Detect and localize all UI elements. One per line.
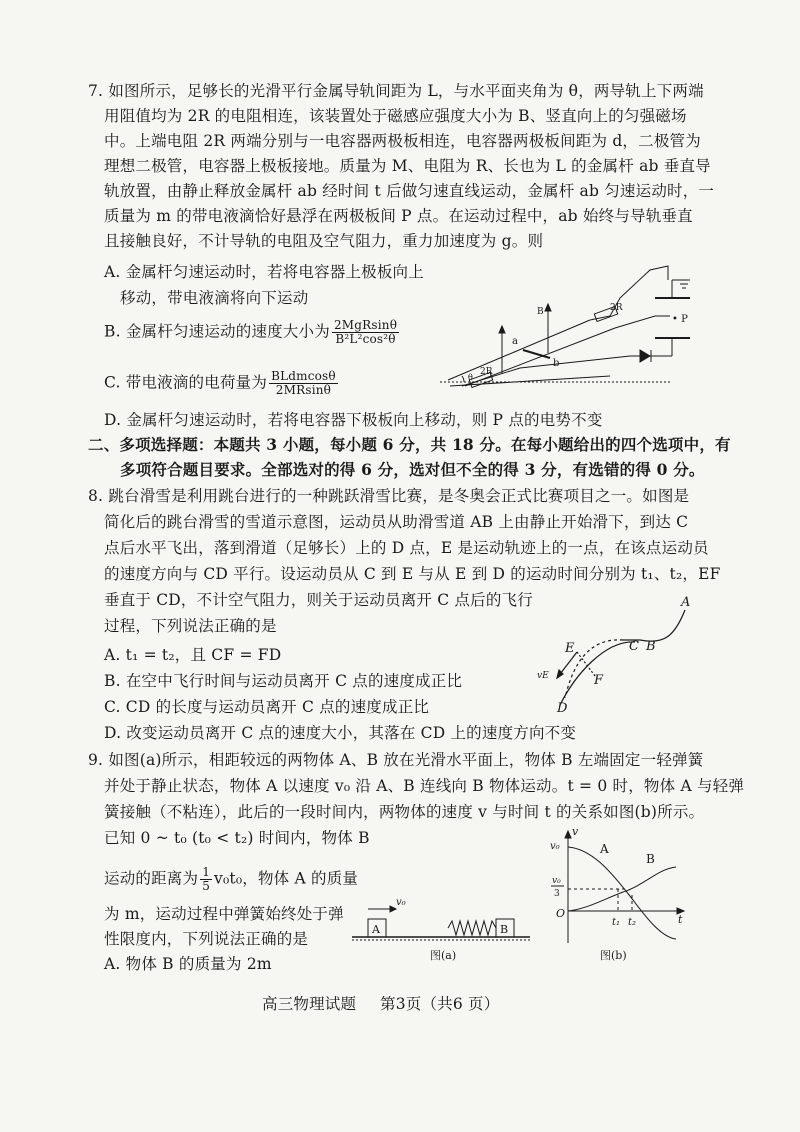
q7-option-c-text: C. 带电液滴的电荷量为 bbox=[104, 373, 268, 392]
spring bbox=[448, 921, 496, 935]
q9-distance-prefix: 运动的距离为 bbox=[104, 869, 199, 888]
q7-option-c-denominator: 2MRsinθ bbox=[275, 383, 332, 397]
q8-line-5: 垂直于 CD，不计空气阻力，则关于运动员离开 C 点后的飞行 bbox=[104, 591, 533, 609]
section2-line-1: 二、多项选择题：本题共 3 小题，每小题 6 分，共 18 分。在每小题给出的四个选项中，有 bbox=[88, 435, 731, 454]
q7-line-4: 理想二极管，电容器上极板接地。质量为 M、电阻为 R、长也为 L 的金属杆 ab 垂直导 bbox=[104, 157, 711, 175]
theta-arc bbox=[462, 376, 464, 382]
q8-line-6: 过程，下列说法正确的是 bbox=[104, 617, 277, 635]
q7-line-5: 轨放置，由静止释放金属杆 ab 经时间 t 后做匀速直线运动，金属杆 ab 匀速运动时，一 bbox=[104, 182, 715, 200]
q7-option-c-fraction bbox=[269, 370, 338, 397]
q7-option-a-1: A. 金属杆匀速运动时，若将电容器上极板向上 bbox=[104, 263, 424, 281]
field-arrowhead-1 bbox=[499, 326, 505, 333]
q7-line-2: 用阻值均为 2R 的电阻相连，该装置处于磁感应强度大小为 B、竖直向上的匀强磁场 bbox=[104, 107, 687, 125]
block-A-label: A bbox=[372, 923, 380, 936]
label-B: B bbox=[537, 307, 544, 317]
q9-line-5 bbox=[104, 866, 358, 893]
tick-v0-3-den: 3 bbox=[554, 889, 560, 899]
q7-option-d: D. 金属杆匀速运动时，若将电容器下极板向上移动，则 P 点的电势不变 bbox=[104, 411, 603, 429]
figure-b-caption: 图(b) bbox=[600, 949, 627, 962]
block-B-label: B bbox=[500, 923, 509, 936]
wire-mid bbox=[635, 316, 670, 322]
q7-option-c-numerator: BLdmcosθ bbox=[271, 369, 336, 383]
line-EF bbox=[577, 652, 595, 676]
q8-line-2: 简化后的跳台滑雪的雪道示意图，运动员从助滑雪道 AB 上由静止开始滑下，到达 C bbox=[104, 513, 689, 531]
curve-A bbox=[568, 847, 676, 939]
q9-distance-denominator: 5 bbox=[202, 879, 211, 893]
label-P: • P bbox=[672, 314, 688, 325]
point-E: E bbox=[565, 641, 575, 656]
curve-B-label: B bbox=[646, 852, 655, 866]
q9-distance-suffix: v₀t₀，物体 A 的质量 bbox=[214, 869, 359, 888]
q9-line-6: 为 m，运动过程中弹簧始终处于弹 bbox=[104, 905, 344, 923]
tick-v0-3-num: v₀ bbox=[552, 876, 561, 886]
tick-v0: v₀ bbox=[550, 841, 560, 852]
q8-option-a: A. t₁ = t₂，且 CF = FD bbox=[104, 646, 282, 664]
axis-v-label: v bbox=[572, 825, 579, 838]
section2-line-2: 多项符合题目要求。全部选对的得 6 分，选对但不全的得 3 分，有选错的得 0 分。 bbox=[120, 460, 705, 479]
q7-option-b-numerator: 2MgRsinθ bbox=[333, 318, 398, 332]
label-theta: θ bbox=[468, 373, 473, 382]
curve-A-label: A bbox=[600, 842, 609, 856]
q7-option-b-fraction bbox=[332, 319, 399, 346]
q9-figure-b-chart bbox=[548, 825, 698, 975]
q8-option-b: B. 在空中飞行时间与运动员离开 C 点的速度成正比 bbox=[104, 672, 463, 690]
q8-ski-jump-figure bbox=[535, 590, 700, 715]
rail-lower-left bbox=[448, 320, 590, 380]
tick-t2: t₂ bbox=[628, 917, 637, 928]
tick-t1: t₁ bbox=[612, 917, 621, 928]
q7-option-b-text: B. 金属杆匀速运动的速度大小为 bbox=[104, 322, 330, 341]
label-vE: vE bbox=[537, 671, 549, 681]
axis-v-arrow bbox=[565, 831, 571, 838]
q9-option-a: A. 物体 B 的质量为 2m bbox=[104, 955, 272, 973]
figure-a-caption: 图(a) bbox=[430, 949, 457, 962]
q7-option-b-denominator: B²L²cos²θ bbox=[335, 332, 396, 346]
point-B: B bbox=[646, 639, 656, 654]
label-2R-bottom: 2R bbox=[480, 367, 493, 377]
point-F: F bbox=[594, 673, 604, 688]
q9-line-1: 9. 如图(a)所示，相距较远的两物体 A、B 放在光滑水平面上，物体 B 左端固定一轻弹簧 bbox=[88, 751, 704, 769]
footer-subject: 高三物理试题 bbox=[262, 995, 357, 1013]
q8-option-d: D. 改变运动员离开 C 点的速度大小，其落在 CD 上的速度方向不变 bbox=[104, 724, 577, 742]
q9-distance-fraction bbox=[200, 866, 212, 893]
q8-line-4: 的速度方向与 CD 平行。设运动员从 C 到 E 与从 E 到 D 的运动时间分别为 t₁、t₂，EF bbox=[104, 565, 721, 583]
origin-label: O bbox=[556, 907, 566, 920]
field-arrowhead-2 bbox=[545, 304, 551, 311]
q7-line-7: 且接触良好，不计导轨的电阻及空气阻力，重力加速度为 g。则 bbox=[104, 232, 544, 250]
label-a: a bbox=[512, 336, 518, 347]
point-C: C bbox=[629, 639, 639, 654]
q9-line-2: 并处于静止状态，物体 A 以速度 v₀ 沿 A、B 连线向 B 物体运动。t = 0 时，物体 A 与轻弹 bbox=[104, 777, 745, 795]
base-line bbox=[450, 376, 610, 386]
q7-circuit-figure bbox=[440, 258, 700, 393]
q9-figure-a bbox=[348, 893, 534, 973]
q8-line-1: 8. 跳台滑雪是利用跳台进行的一种跳跃滑雪比赛，是冬奥会正式比赛项目之一。如图是 bbox=[88, 487, 690, 505]
rod-ab bbox=[523, 350, 550, 358]
q7-line-3: 中。上端电阻 2R 两端分别与一电容器两极板相连，电容器两极板间距为 d，二极管为 bbox=[104, 132, 701, 150]
q9-line-7: 性限度内，下列说法正确的是 bbox=[104, 930, 309, 948]
approach-track bbox=[623, 610, 685, 641]
axis-t-label: t bbox=[678, 913, 683, 926]
label-v0: v₀ bbox=[396, 897, 406, 908]
label-b: b bbox=[553, 358, 560, 369]
q7-option-c bbox=[104, 370, 340, 397]
point-D: D bbox=[557, 701, 568, 715]
q9-line-3: 簧接触（不粘连），此后的一段时间内，两物体的速度 v 与时间 t 的关系如图(b)所示。 bbox=[104, 803, 705, 821]
rail-top-right bbox=[615, 322, 635, 328]
diode-icon bbox=[640, 350, 650, 362]
point-A: A bbox=[681, 595, 691, 610]
q7-line-1: 7. 如图所示，足够长的光滑平行金属导轨间距为 L，与水平面夹角为 θ，两导轨上下两端 bbox=[88, 82, 704, 100]
footer-page: 第3页（共6 页） bbox=[380, 995, 500, 1013]
q9-line-4: 已知 0 ~ t₀ (t₀ < t₂) 时间内，物体 B bbox=[104, 829, 370, 847]
q7-line-6: 质量为 m 的带电液滴恰好悬浮在两极板间 P 点。在运动过程中，ab 始终与导轨垂直 bbox=[104, 207, 693, 225]
q9-distance-numerator: 1 bbox=[202, 865, 211, 879]
q8-option-c: C. CD 的长度与运动员离开 C 点的速度成正比 bbox=[104, 698, 430, 716]
label-2R-top: 2R bbox=[610, 303, 623, 313]
q8-line-3: 点后水平飞出，落到滑道（足够长）上的 D 点，E 是运动轨迹上的一点，在该点运动员 bbox=[104, 539, 709, 557]
q7-option-b bbox=[104, 319, 401, 346]
q7-option-a-2: 移动，带电液滴将向下运动 bbox=[120, 289, 309, 307]
